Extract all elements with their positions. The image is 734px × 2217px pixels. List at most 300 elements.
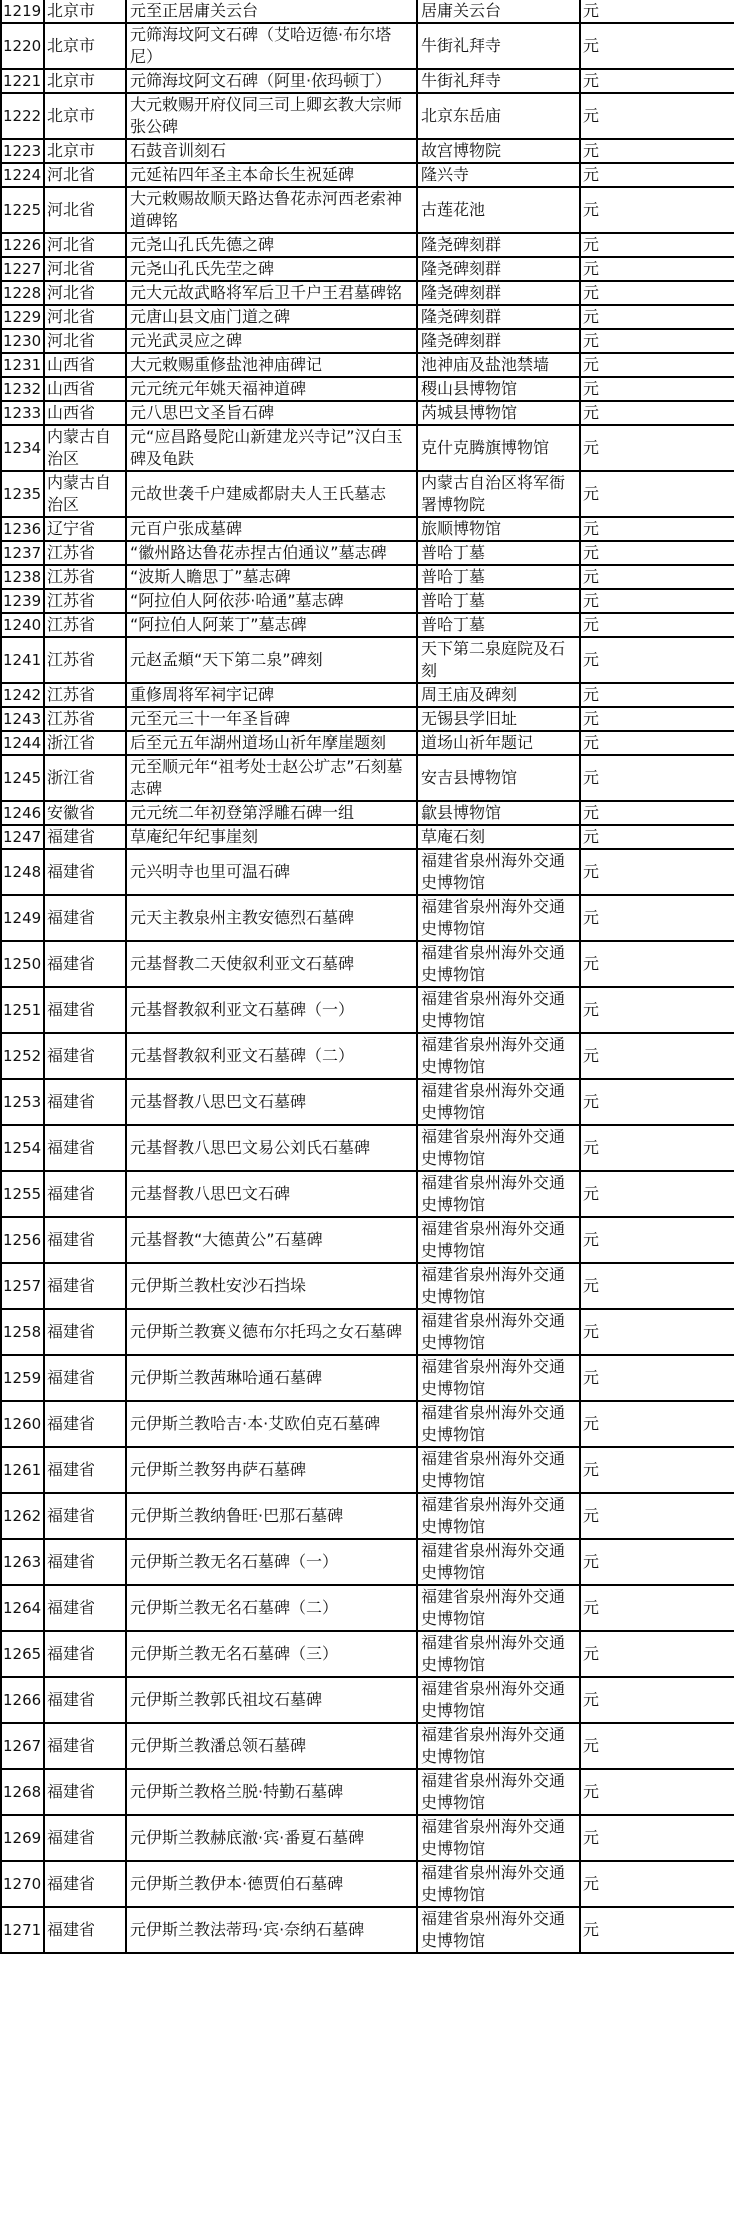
item-name-cell: 大元敕赐故顺天路达鲁花赤河西老索神道碑铭 [126, 187, 417, 233]
location-cell: 福建省泉州海外交通史博物馆 [417, 1677, 580, 1723]
table-row [1, 589, 734, 613]
location-cell: 福建省泉州海外交通史博物馆 [417, 1309, 580, 1355]
table-row [1, 1539, 734, 1585]
location-cell: 隆兴寺 [417, 163, 580, 187]
table-row [1, 1263, 734, 1309]
location-cell: 安吉县博物馆 [417, 755, 580, 801]
location-cell: 福建省泉州海外交通史博物馆 [417, 1907, 580, 1953]
item-name-cell: 元伊斯兰教格兰脱·特勤石墓碑 [126, 1769, 417, 1815]
table-row [1, 425, 734, 471]
location-cell: 古莲花池 [417, 187, 580, 233]
row-number: 1258 [1, 1309, 44, 1355]
era-cell: 元 [580, 801, 734, 825]
location-cell: 内蒙古自治区将军衙署博物院 [417, 471, 580, 517]
location-cell: 牛街礼拜寺 [417, 69, 580, 93]
era-cell: 元 [580, 541, 734, 565]
table-row [1, 139, 734, 163]
item-name-cell: 元唐山县文庙门道之碑 [126, 305, 417, 329]
province-cell: 江苏省 [44, 707, 126, 731]
row-number: 1240 [1, 613, 44, 637]
era-cell: 元 [580, 849, 734, 895]
table-row [1, 941, 734, 987]
era-cell: 元 [580, 707, 734, 731]
item-name-cell: 元伊斯兰教茜琳哈通石墓碑 [126, 1355, 417, 1401]
location-cell: 福建省泉州海外交通史博物馆 [417, 849, 580, 895]
province-cell: 福建省 [44, 825, 126, 849]
table-row [1, 1907, 734, 1953]
era-cell: 元 [580, 1677, 734, 1723]
era-cell: 元 [580, 1125, 734, 1171]
province-cell: 福建省 [44, 1033, 126, 1079]
era-cell: 元 [580, 589, 734, 613]
location-cell: 普哈丁墓 [417, 613, 580, 637]
table-row [1, 281, 734, 305]
location-cell: 歙县博物馆 [417, 801, 580, 825]
table-row [1, 1171, 734, 1217]
location-cell: 普哈丁墓 [417, 589, 580, 613]
location-cell: 故宫博物院 [417, 139, 580, 163]
row-number: 1248 [1, 849, 44, 895]
province-cell: 北京市 [44, 93, 126, 139]
row-number: 1226 [1, 233, 44, 257]
province-cell: 福建省 [44, 1401, 126, 1447]
location-cell: 福建省泉州海外交通史博物馆 [417, 1033, 580, 1079]
era-cell: 元 [580, 683, 734, 707]
province-cell: 福建省 [44, 1677, 126, 1723]
row-number: 1221 [1, 69, 44, 93]
era-cell: 元 [580, 1585, 734, 1631]
table-row [1, 353, 734, 377]
table-row [1, 565, 734, 589]
province-cell: 福建省 [44, 1769, 126, 1815]
row-number: 1257 [1, 1263, 44, 1309]
era-cell: 元 [580, 23, 734, 69]
era-cell: 元 [580, 329, 734, 353]
item-name-cell: 重修周将军祠宇记碑 [126, 683, 417, 707]
location-cell: 福建省泉州海外交通史博物馆 [417, 895, 580, 941]
province-cell: 福建省 [44, 1539, 126, 1585]
row-number: 1230 [1, 329, 44, 353]
province-cell: 山西省 [44, 353, 126, 377]
era-cell: 元 [580, 1815, 734, 1861]
era-cell: 元 [580, 895, 734, 941]
item-name-cell: 大元敕赐重修盐池神庙碑记 [126, 353, 417, 377]
row-number: 1232 [1, 377, 44, 401]
location-cell: 池神庙及盐池禁墙 [417, 353, 580, 377]
province-cell: 江苏省 [44, 613, 126, 637]
province-cell: 福建省 [44, 1263, 126, 1309]
table-row [1, 257, 734, 281]
item-name-cell: 元伊斯兰教赛义德布尔托玛之女石墓碑 [126, 1309, 417, 1355]
province-cell: 江苏省 [44, 683, 126, 707]
item-name-cell: 后至元五年湖州道场山祈年摩崖题刻 [126, 731, 417, 755]
province-cell: 福建省 [44, 1355, 126, 1401]
province-cell: 山西省 [44, 377, 126, 401]
era-cell: 元 [580, 1769, 734, 1815]
row-number: 1239 [1, 589, 44, 613]
era-cell: 元 [580, 93, 734, 139]
location-cell: 隆尧碑刻群 [417, 281, 580, 305]
row-number: 1256 [1, 1217, 44, 1263]
item-name-cell: 元百户张成墓碑 [126, 517, 417, 541]
location-cell: 福建省泉州海外交通史博物馆 [417, 1585, 580, 1631]
table-row [1, 825, 734, 849]
item-name-cell: 元伊斯兰教杜安沙石挡垛 [126, 1263, 417, 1309]
province-cell: 安徽省 [44, 801, 126, 825]
table-row [1, 0, 734, 23]
province-cell: 福建省 [44, 1861, 126, 1907]
location-cell: 福建省泉州海外交通史博物馆 [417, 1263, 580, 1309]
row-number: 1259 [1, 1355, 44, 1401]
item-name-cell: 大元敕赐开府仪同三司上卿玄教大宗师张公碑 [126, 93, 417, 139]
table-row [1, 1309, 734, 1355]
province-cell: 河北省 [44, 233, 126, 257]
era-cell: 元 [580, 565, 734, 589]
table-row [1, 637, 734, 683]
row-number: 1249 [1, 895, 44, 941]
row-number: 1271 [1, 1907, 44, 1953]
era-cell: 元 [580, 377, 734, 401]
row-number: 1251 [1, 987, 44, 1033]
province-cell: 河北省 [44, 257, 126, 281]
era-cell: 元 [580, 1171, 734, 1217]
location-cell: 福建省泉州海外交通史博物馆 [417, 1171, 580, 1217]
era-cell: 元 [580, 1217, 734, 1263]
row-number: 1254 [1, 1125, 44, 1171]
item-name-cell: 元至顺元年“祖考处士赵公圹志”石刻墓志碑 [126, 755, 417, 801]
table-row [1, 1079, 734, 1125]
table-row [1, 1033, 734, 1079]
table-row [1, 801, 734, 825]
row-number: 1235 [1, 471, 44, 517]
province-cell: 福建省 [44, 987, 126, 1033]
era-cell: 元 [580, 613, 734, 637]
item-name-cell: 元元统二年初登第浮雕石碑一组 [126, 801, 417, 825]
location-cell: 福建省泉州海外交通史博物馆 [417, 1769, 580, 1815]
item-name-cell: “徽州路达鲁花赤捏古伯通议”墓志碑 [126, 541, 417, 565]
location-cell: 普哈丁墓 [417, 541, 580, 565]
table-row [1, 1585, 734, 1631]
province-cell: 福建省 [44, 895, 126, 941]
item-name-cell: 元延祐四年圣主本命长生祝延碑 [126, 163, 417, 187]
row-number: 1263 [1, 1539, 44, 1585]
era-cell: 元 [580, 281, 734, 305]
item-name-cell: 元伊斯兰教潘总领石墓碑 [126, 1723, 417, 1769]
province-cell: 河北省 [44, 329, 126, 353]
era-cell: 元 [580, 1539, 734, 1585]
item-name-cell: 元伊斯兰教郭氏祖坟石墓碑 [126, 1677, 417, 1723]
item-name-cell: 元伊斯兰教无名石墓碑（一） [126, 1539, 417, 1585]
row-number: 1224 [1, 163, 44, 187]
province-cell: 内蒙古自治区 [44, 425, 126, 471]
era-cell: 元 [580, 987, 734, 1033]
item-name-cell: 元赵孟頫“天下第二泉”碑刻 [126, 637, 417, 683]
province-cell: 福建省 [44, 1815, 126, 1861]
era-cell: 元 [580, 517, 734, 541]
row-number: 1267 [1, 1723, 44, 1769]
table-row [1, 1217, 734, 1263]
table-row [1, 1861, 734, 1907]
table-row [1, 93, 734, 139]
table-row [1, 1769, 734, 1815]
row-number: 1238 [1, 565, 44, 589]
province-cell: 福建省 [44, 1907, 126, 1953]
item-name-cell: 元尧山孔氏先德之碑 [126, 233, 417, 257]
row-number: 1227 [1, 257, 44, 281]
province-cell: 江苏省 [44, 541, 126, 565]
location-cell: 隆尧碑刻群 [417, 305, 580, 329]
location-cell: 福建省泉州海外交通史博物馆 [417, 1355, 580, 1401]
location-cell: 北京东岳庙 [417, 93, 580, 139]
table-row [1, 707, 734, 731]
item-name-cell: 石鼓音训刻石 [126, 139, 417, 163]
province-cell: 河北省 [44, 305, 126, 329]
table-row [1, 233, 734, 257]
location-cell: 福建省泉州海外交通史博物馆 [417, 1447, 580, 1493]
table-row [1, 987, 734, 1033]
location-cell: 旅顺博物馆 [417, 517, 580, 541]
item-name-cell: 元故世袭千户建威都尉夫人王氏墓志 [126, 471, 417, 517]
province-cell: 浙江省 [44, 731, 126, 755]
location-cell: 牛街礼拜寺 [417, 23, 580, 69]
item-name-cell: “阿拉伯人阿依莎·哈通”墓志碑 [126, 589, 417, 613]
row-number: 1265 [1, 1631, 44, 1677]
item-name-cell: 元伊斯兰教法蒂玛·宾·奈纳石墓碑 [126, 1907, 417, 1953]
era-cell: 元 [580, 1401, 734, 1447]
province-cell: 北京市 [44, 139, 126, 163]
table-row [1, 1677, 734, 1723]
row-number: 1220 [1, 23, 44, 69]
location-cell: 福建省泉州海外交通史博物馆 [417, 1723, 580, 1769]
table-row [1, 187, 734, 233]
row-number: 1242 [1, 683, 44, 707]
location-cell: 福建省泉州海外交通史博物馆 [417, 1861, 580, 1907]
era-cell: 元 [580, 187, 734, 233]
item-name-cell: 元基督教八思巴文石墓碑 [126, 1079, 417, 1125]
province-cell: 北京市 [44, 0, 126, 23]
table-row [1, 471, 734, 517]
location-cell: 普哈丁墓 [417, 565, 580, 589]
era-cell: 元 [580, 1309, 734, 1355]
row-number: 1234 [1, 425, 44, 471]
location-cell: 福建省泉州海外交通史博物馆 [417, 1539, 580, 1585]
province-cell: 北京市 [44, 69, 126, 93]
province-cell: 福建省 [44, 1309, 126, 1355]
location-cell: 福建省泉州海外交通史博物馆 [417, 987, 580, 1033]
province-cell: 福建省 [44, 1079, 126, 1125]
table-row [1, 1447, 734, 1493]
location-cell: 福建省泉州海外交通史博物馆 [417, 1079, 580, 1125]
item-name-cell: 元伊斯兰教努冉萨石墓碑 [126, 1447, 417, 1493]
location-cell: 福建省泉州海外交通史博物馆 [417, 1401, 580, 1447]
location-cell: 福建省泉州海外交通史博物馆 [417, 1493, 580, 1539]
row-number: 1225 [1, 187, 44, 233]
province-cell: 福建省 [44, 1125, 126, 1171]
table-row [1, 1125, 734, 1171]
province-cell: 福建省 [44, 1171, 126, 1217]
era-cell: 元 [580, 163, 734, 187]
era-cell: 元 [580, 233, 734, 257]
table-row [1, 849, 734, 895]
table-row [1, 305, 734, 329]
table-row [1, 377, 734, 401]
item-name-cell: 元基督教八思巴文易公刘氏石墓碑 [126, 1125, 417, 1171]
row-number: 1237 [1, 541, 44, 565]
era-cell: 元 [580, 1033, 734, 1079]
era-cell: 元 [580, 731, 734, 755]
location-cell: 隆尧碑刻群 [417, 257, 580, 281]
location-cell: 福建省泉州海外交通史博物馆 [417, 941, 580, 987]
item-name-cell: 元尧山孔氏先茔之碑 [126, 257, 417, 281]
province-cell: 河北省 [44, 163, 126, 187]
item-name-cell: 元基督教二天使叙利亚文石墓碑 [126, 941, 417, 987]
province-cell: 福建省 [44, 1585, 126, 1631]
table-row [1, 683, 734, 707]
province-cell: 江苏省 [44, 637, 126, 683]
item-name-cell: 元伊斯兰教伊本·德贾伯石墓碑 [126, 1861, 417, 1907]
table-row [1, 1631, 734, 1677]
era-cell: 元 [580, 69, 734, 93]
item-name-cell: 元兴明寺也里可温石碑 [126, 849, 417, 895]
table-row [1, 613, 734, 637]
era-cell: 元 [580, 305, 734, 329]
table-row [1, 1493, 734, 1539]
item-name-cell: 元筛海坟阿文石碑（艾哈迈德·布尔塔尼） [126, 23, 417, 69]
location-cell: 福建省泉州海外交通史博物馆 [417, 1815, 580, 1861]
table-row [1, 517, 734, 541]
row-number: 1269 [1, 1815, 44, 1861]
province-cell: 北京市 [44, 23, 126, 69]
era-cell: 元 [580, 1079, 734, 1125]
item-name-cell: “波斯人瞻思丁”墓志碑 [126, 565, 417, 589]
province-cell: 内蒙古自治区 [44, 471, 126, 517]
item-name-cell: 元大元故武略将军后卫千户王君墓碑铭 [126, 281, 417, 305]
province-cell: 河北省 [44, 281, 126, 305]
province-cell: 河北省 [44, 187, 126, 233]
row-number: 1241 [1, 637, 44, 683]
table-row [1, 1815, 734, 1861]
location-cell: 周王庙及碑刻 [417, 683, 580, 707]
era-cell: 元 [580, 941, 734, 987]
era-cell: 元 [580, 755, 734, 801]
era-cell: 元 [580, 353, 734, 377]
table-row [1, 1355, 734, 1401]
era-cell: 元 [580, 1263, 734, 1309]
province-cell: 福建省 [44, 1217, 126, 1263]
location-cell: 福建省泉州海外交通史博物馆 [417, 1217, 580, 1263]
row-number: 1264 [1, 1585, 44, 1631]
location-cell: 克什克腾旗博物馆 [417, 425, 580, 471]
item-name-cell: 元元统元年姚天福神道碑 [126, 377, 417, 401]
province-cell: 福建省 [44, 1447, 126, 1493]
row-number: 1260 [1, 1401, 44, 1447]
row-number: 1270 [1, 1861, 44, 1907]
era-cell: 元 [580, 1355, 734, 1401]
era-cell: 元 [580, 825, 734, 849]
row-number: 1250 [1, 941, 44, 987]
era-cell: 元 [580, 257, 734, 281]
location-cell: 无锡县学旧址 [417, 707, 580, 731]
row-number: 1253 [1, 1079, 44, 1125]
era-cell: 元 [580, 637, 734, 683]
location-cell: 福建省泉州海外交通史博物馆 [417, 1631, 580, 1677]
row-number: 1228 [1, 281, 44, 305]
province-cell: 浙江省 [44, 755, 126, 801]
province-cell: 福建省 [44, 849, 126, 895]
table-row [1, 731, 734, 755]
era-cell: 元 [580, 1493, 734, 1539]
row-number: 1247 [1, 825, 44, 849]
row-number: 1244 [1, 731, 44, 755]
item-name-cell: 元八思巴文圣旨石碑 [126, 401, 417, 425]
location-cell: 道场山祈年题记 [417, 731, 580, 755]
row-number: 1262 [1, 1493, 44, 1539]
row-number: 1255 [1, 1171, 44, 1217]
province-cell: 辽宁省 [44, 517, 126, 541]
table-row [1, 69, 734, 93]
location-cell: 稷山县博物馆 [417, 377, 580, 401]
item-name-cell: “阿拉伯人阿莱丁”墓志碑 [126, 613, 417, 637]
row-number: 1268 [1, 1769, 44, 1815]
item-name-cell: 元伊斯兰教无名石墓碑（三） [126, 1631, 417, 1677]
province-cell: 福建省 [44, 1493, 126, 1539]
item-name-cell: 元天主教泉州主教安德烈石墓碑 [126, 895, 417, 941]
era-cell: 元 [580, 1631, 734, 1677]
item-name-cell: 元基督教“大德黄公”石墓碑 [126, 1217, 417, 1263]
item-name-cell: 元至正居庸关云台 [126, 0, 417, 23]
item-name-cell: 元基督教叙利亚文石墓碑（一） [126, 987, 417, 1033]
table-row [1, 401, 734, 425]
location-cell: 芮城县博物馆 [417, 401, 580, 425]
table-row [1, 1401, 734, 1447]
era-cell: 元 [580, 139, 734, 163]
era-cell: 元 [580, 1447, 734, 1493]
era-cell: 元 [580, 425, 734, 471]
item-name-cell: 元“应昌路曼陀山新建龙兴寺记”汉白玉碑及龟趺 [126, 425, 417, 471]
location-cell: 天下第二泉庭院及石刻 [417, 637, 580, 683]
row-number: 1229 [1, 305, 44, 329]
item-name-cell: 元至元三十一年圣旨碑 [126, 707, 417, 731]
table-row [1, 541, 734, 565]
item-name-cell: 草庵纪年纪事崖刻 [126, 825, 417, 849]
item-name-cell: 元筛海坟阿文石碑（阿里·依玛顿丁） [126, 69, 417, 93]
province-cell: 福建省 [44, 941, 126, 987]
row-number: 1246 [1, 801, 44, 825]
item-name-cell: 元基督教八思巴文石碑 [126, 1171, 417, 1217]
province-cell: 江苏省 [44, 565, 126, 589]
era-cell: 元 [580, 1907, 734, 1953]
item-name-cell: 元伊斯兰教赫底澈·宾·番夏石墓碑 [126, 1815, 417, 1861]
item-name-cell: 元伊斯兰教哈吉·本·艾欧伯克石墓碑 [126, 1401, 417, 1447]
location-cell: 福建省泉州海外交通史博物馆 [417, 1125, 580, 1171]
province-cell: 福建省 [44, 1631, 126, 1677]
era-cell: 元 [580, 0, 734, 23]
table-row [1, 23, 734, 69]
era-cell: 元 [580, 1723, 734, 1769]
item-name-cell: 元伊斯兰教纳鲁旺·巴那石墓碑 [126, 1493, 417, 1539]
item-name-cell: 元光武灵应之碑 [126, 329, 417, 353]
item-name-cell: 元伊斯兰教无名石墓碑（二） [126, 1585, 417, 1631]
era-cell: 元 [580, 471, 734, 517]
row-number: 1261 [1, 1447, 44, 1493]
location-cell: 居庸关云台 [417, 0, 580, 23]
table-row [1, 1723, 734, 1769]
row-number: 1236 [1, 517, 44, 541]
item-name-cell: 元基督教叙利亚文石墓碑（二） [126, 1033, 417, 1079]
province-cell: 江苏省 [44, 589, 126, 613]
table-row [1, 755, 734, 801]
row-number: 1222 [1, 93, 44, 139]
